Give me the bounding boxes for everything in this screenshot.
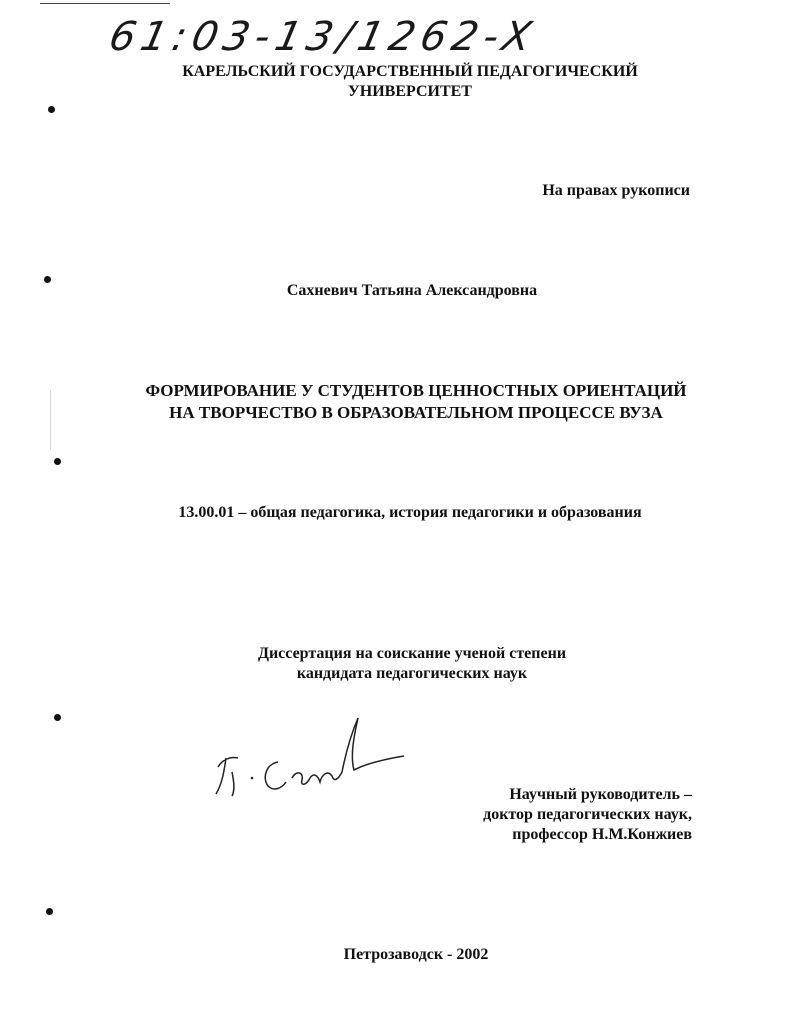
archive-number: 61:03-13/1262-X [105, 14, 542, 60]
binding-hole-3 [54, 458, 61, 465]
author-name: Сахневич Татьяна Александровна [286, 282, 538, 299]
title-line-1: ФОРМИРОВАНИЕ У СТУДЕНТОВ ЦЕННОСТНЫХ ОРИЕНТАЦИЙ [145, 381, 687, 400]
supervisor-line-3: профессор Н.М.Конжиев [512, 826, 692, 843]
dissertation-title [20, 380, 792, 424]
scientific-supervisor [483, 785, 692, 845]
title-line-2: НА ТВОРЧЕСТВО В ОБРАЗОВАТЕЛЬНОМ ПРОЦЕССЕ ВУЗА [169, 403, 663, 422]
scan-edge-line [50, 390, 51, 450]
binding-hole-5 [46, 908, 53, 915]
supervisor-line-2: доктор педагогических наук, [483, 806, 692, 823]
binding-hole-2 [44, 276, 51, 283]
degree-line-1: Диссертация на соискание ученой степени [257, 645, 567, 662]
handwritten-signature [208, 712, 408, 802]
supervisor-line-1: Научный руководитель – [509, 786, 692, 803]
university-line-2: УНИВЕРСИТЕТ [348, 83, 472, 100]
university-name [20, 62, 792, 102]
binding-hole-4 [54, 714, 61, 721]
binding-hole-1 [48, 106, 55, 113]
top-rule [40, 3, 170, 4]
dissertation-degree [16, 644, 792, 684]
degree-line-2: кандидата педагогических наук [296, 665, 528, 682]
rights-note: На правах рукописи [542, 182, 690, 199]
university-line-1: КАРЕЛЬСКИЙ ГОСУДАРСТВЕННЫЙ ПЕДАГОГИЧЕСКИЙ [182, 63, 638, 80]
city-year: Петрозаводск - 2002 [343, 946, 489, 963]
specialty-code: 13.00.01 – общая педагогика, история педагогики и образования [178, 504, 642, 521]
